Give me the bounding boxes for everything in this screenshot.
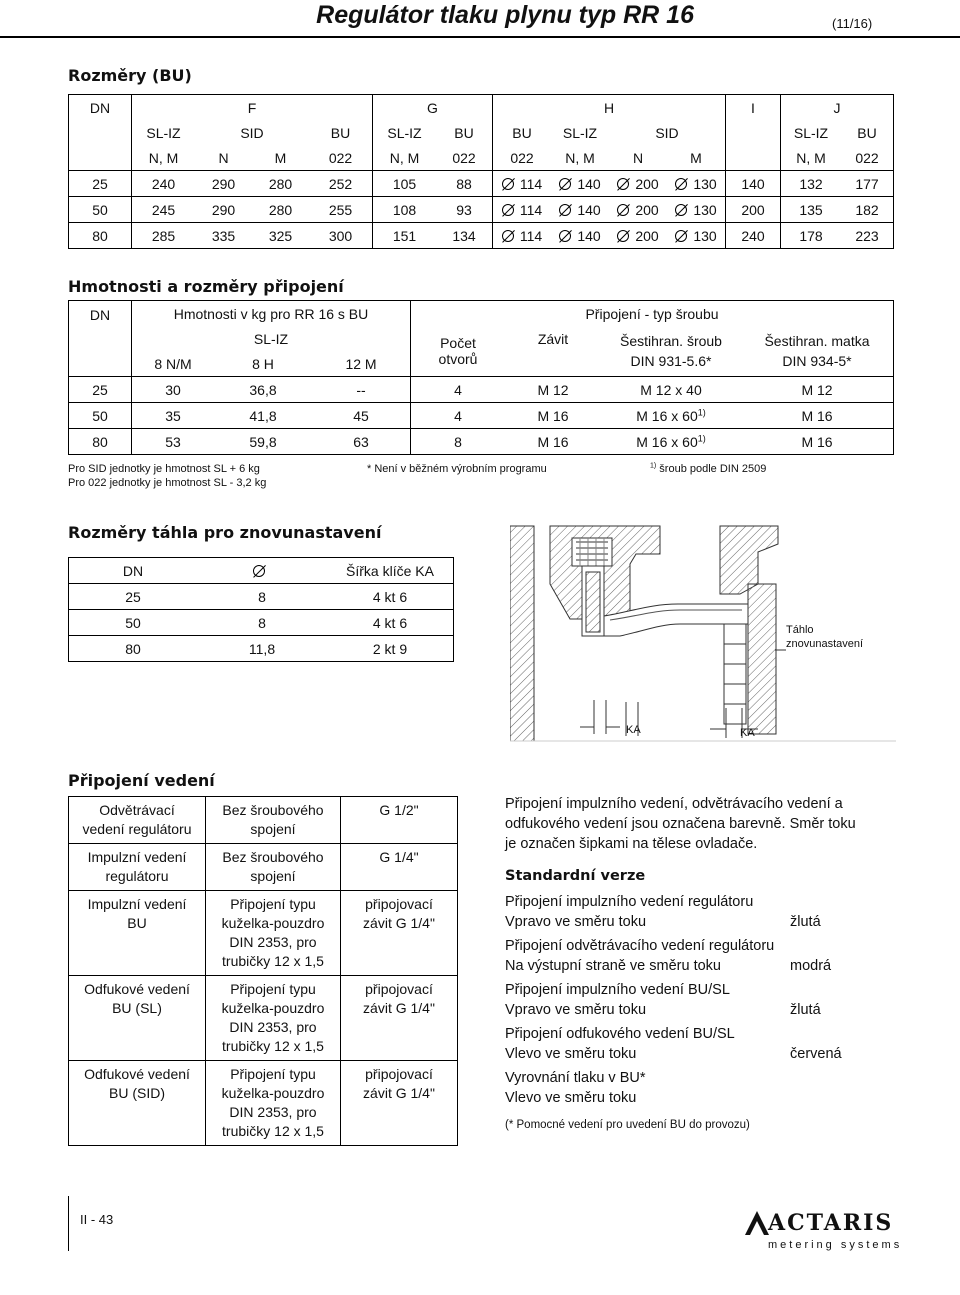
header-cell: N, M bbox=[565, 149, 595, 166]
table-cell bbox=[667, 171, 726, 197]
rod-label-2: znovunastavení bbox=[786, 638, 864, 650]
table-cell: 105 bbox=[392, 175, 417, 192]
table-row: Impulzní vedení BU Připojení typu kuželka-pouzdro DIN 2353, pro trubičky 12 x 1,5 připojovací závit G 1/4" bbox=[69, 891, 458, 976]
table-cell: 300 bbox=[309, 223, 373, 249]
header-cell: N, M bbox=[148, 149, 179, 166]
table-header-row bbox=[69, 326, 894, 351]
header-rule bbox=[0, 36, 960, 38]
table-cell: 134 bbox=[436, 223, 493, 249]
table-cell: 50 bbox=[69, 197, 132, 223]
diameter-icon bbox=[502, 204, 514, 216]
header-cell: Závit bbox=[537, 331, 569, 347]
table-cell: M 12 x 40 bbox=[640, 381, 702, 398]
header-cell: 022 bbox=[436, 145, 493, 171]
header-cell: DN bbox=[69, 95, 132, 121]
header-cell: SL-IZ bbox=[146, 124, 181, 141]
table-cell bbox=[609, 197, 667, 223]
table-row: 80 11,8 2 kt 9 bbox=[125, 640, 408, 657]
reset-rod-drawing bbox=[510, 524, 896, 744]
section-heading-weights: Hmotnosti a rozměry připojení bbox=[68, 277, 344, 296]
cell-value: 200 bbox=[635, 227, 659, 244]
table-row bbox=[69, 171, 894, 197]
header-cell: BU bbox=[436, 120, 493, 145]
header-cell bbox=[197, 558, 327, 584]
table-cell: 285 bbox=[151, 227, 176, 244]
table-cell: 36,8 bbox=[249, 381, 277, 398]
standard-heading: Standardní verze bbox=[505, 868, 646, 884]
dimensions-table bbox=[68, 94, 894, 249]
table-cell: 80 bbox=[69, 429, 132, 455]
cell-value: 130 bbox=[693, 227, 717, 244]
diameter-icon bbox=[675, 230, 687, 242]
table-cell: 4 bbox=[454, 381, 462, 398]
connections-table bbox=[68, 796, 458, 1146]
header-cell: F bbox=[132, 95, 373, 121]
table-cell: 93 bbox=[436, 197, 493, 223]
table-cell: M 16 bbox=[801, 433, 833, 450]
header-cell: 12 M bbox=[312, 351, 411, 377]
table-cell: 132 bbox=[799, 175, 823, 192]
diameter-icon bbox=[675, 204, 687, 216]
header-cell: N, M bbox=[796, 149, 826, 166]
weights-table bbox=[68, 300, 894, 455]
table-cell: 335 bbox=[211, 227, 236, 244]
header-cell: SID bbox=[240, 124, 264, 141]
diameter-icon bbox=[559, 178, 571, 190]
cell-value: 200 bbox=[635, 175, 659, 192]
header-cell: 8 N/M bbox=[154, 355, 192, 372]
table-cell: 35 bbox=[165, 407, 181, 424]
section-heading-connections: Připojení vedení bbox=[68, 771, 215, 790]
table-row bbox=[69, 403, 894, 429]
header-cell: SID bbox=[609, 120, 726, 145]
table-row: Impulzní vedení regulátoru Bez šroubového spojení G 1/4" bbox=[69, 844, 458, 891]
note-bolt: $^{1)}$ šroub podle DIN 2509 bbox=[650, 462, 767, 475]
table-cell: 151 bbox=[392, 227, 417, 244]
table-header-row bbox=[69, 95, 894, 121]
header-cell: H bbox=[493, 95, 726, 121]
diameter-icon bbox=[559, 204, 571, 216]
table-cell bbox=[493, 171, 552, 197]
table-cell: 182 bbox=[855, 201, 879, 218]
footer-rule bbox=[68, 1196, 69, 1251]
header-cell: Šestihran. šroub DIN 931-5.6* bbox=[620, 333, 722, 369]
table-cell bbox=[609, 223, 667, 249]
header-cell: 022 bbox=[510, 149, 534, 166]
header-cell: 022 bbox=[855, 149, 879, 166]
cell-value: 130 bbox=[693, 175, 717, 192]
diameter-icon bbox=[559, 230, 571, 242]
table-cell: 290 bbox=[211, 201, 236, 218]
header-cell: Šestihran. matka DIN 934-5* bbox=[764, 333, 870, 369]
footer-page-number: II - 43 bbox=[80, 1212, 114, 1227]
header-cell: I bbox=[726, 95, 781, 121]
header-cell: SL-IZ bbox=[562, 124, 598, 141]
header-cell: N bbox=[218, 149, 229, 166]
table-cell: 30 bbox=[165, 381, 181, 398]
header-cell: G bbox=[373, 95, 493, 121]
cell-value: 200 bbox=[635, 201, 659, 218]
table-cell bbox=[667, 223, 726, 249]
table-row bbox=[69, 197, 894, 223]
table-cell: 240 bbox=[151, 175, 176, 192]
diameter-icon bbox=[253, 565, 265, 577]
cell-value: 130 bbox=[693, 201, 717, 218]
table-row: 50 8 4 kt 6 bbox=[69, 610, 454, 636]
header-cell: BU bbox=[857, 124, 877, 141]
header-cell: BU bbox=[309, 120, 373, 145]
table-cell: M 16 x 60$^{1)}$ bbox=[636, 406, 706, 424]
header-cell: SL-IZ bbox=[387, 124, 422, 141]
table-cell: M 16 x 60$^{1)}$ bbox=[636, 432, 706, 450]
table-cell: 255 bbox=[309, 197, 373, 223]
ka-label-right: KA bbox=[740, 727, 755, 739]
table-cell: 280 bbox=[268, 175, 293, 192]
table-cell: 45 bbox=[312, 403, 411, 429]
table-cell: 280 bbox=[268, 201, 293, 218]
table-cell: 240 bbox=[726, 223, 781, 249]
table-cell: 4 bbox=[454, 407, 462, 424]
rod-label: Táhlo bbox=[786, 624, 814, 636]
list-item: Připojení impulzního vedení BU/SL Vpravo ve směru toku žlutá bbox=[505, 982, 821, 1018]
table-cell: -- bbox=[312, 377, 411, 403]
cell-value: 114 bbox=[519, 227, 543, 244]
table-cell: 252 bbox=[309, 171, 373, 197]
header-cell: Připojení - typ šroubu bbox=[585, 305, 719, 322]
diameter-icon bbox=[502, 178, 514, 190]
intro-text: Připojení impulzního vedení, odvětrávacího vedení a odfukového vedení jsou označena barevně. Směr toku je označen šipkami na tělese ovladače. bbox=[505, 796, 856, 852]
table-cell: 25 bbox=[69, 171, 132, 197]
section-heading-dimensions: Rozměry (BU) bbox=[68, 66, 192, 85]
header-cell: BU bbox=[512, 124, 532, 141]
table-header-row bbox=[69, 145, 894, 171]
cell-value: 114 bbox=[519, 175, 543, 192]
page-counter: (11/16) bbox=[832, 16, 873, 31]
table-header-row bbox=[69, 301, 894, 327]
header-cell: M bbox=[667, 145, 726, 171]
header-cell: DN bbox=[69, 558, 198, 584]
table-cell: 41,8 bbox=[249, 407, 277, 424]
table-cell: 88 bbox=[436, 171, 493, 197]
section-heading-rod: Rozměry táhla pro znovunastavení bbox=[68, 523, 382, 542]
header-cell: Počet otvorů bbox=[438, 335, 478, 367]
diameter-icon bbox=[502, 230, 514, 242]
table-cell: 53 bbox=[165, 433, 181, 450]
table-cell: 25 bbox=[69, 377, 132, 403]
table-cell: 80 bbox=[69, 223, 132, 249]
table-row bbox=[69, 223, 894, 249]
table-cell: M 12 bbox=[537, 381, 569, 398]
actaris-logo-icon bbox=[744, 1210, 770, 1236]
header-cell: SL-IZ bbox=[793, 124, 829, 141]
diameter-icon bbox=[617, 230, 629, 242]
table-header-row bbox=[69, 558, 454, 584]
table-row: Odfukové vedení BU (SL) Připojení typu kuželka-pouzdro DIN 2353, pro trubičky 12 x 1,5 připojovací závit G 1/4" bbox=[69, 976, 458, 1061]
note-sid: Pro SID jednotky je hmotnost SL + 6 kg bbox=[68, 463, 260, 475]
table-cell bbox=[493, 197, 552, 223]
table-cell: 290 bbox=[211, 175, 236, 192]
header-cell: J bbox=[833, 99, 841, 116]
table-cell: 135 bbox=[799, 201, 823, 218]
table-cell: M 16 bbox=[537, 407, 569, 424]
table-cell: 245 bbox=[151, 201, 176, 218]
cell-value: 140 bbox=[577, 175, 601, 192]
list-item: Připojení odvětrávacího vedení regulátoru Na výstupní straně ve směru toku modrá bbox=[505, 938, 832, 974]
header-cell: 8 H bbox=[252, 355, 274, 372]
table-cell: M 16 bbox=[537, 433, 569, 450]
header-cell: N bbox=[632, 149, 644, 166]
table-cell bbox=[551, 171, 609, 197]
table-cell: 200 bbox=[726, 197, 781, 223]
table-header-row bbox=[69, 120, 894, 145]
table-cell: 223 bbox=[855, 227, 879, 244]
list-item: Připojení impulzního vedení regulátoru Vpravo ve směru toku žlutá bbox=[505, 894, 821, 930]
header-cell: Šířka klíče KA bbox=[327, 558, 454, 584]
diameter-icon bbox=[617, 204, 629, 216]
list-item: Vyrovnání tlaku v BU* Vlevo ve směru toku bbox=[505, 1070, 646, 1106]
ka-label-left: KA bbox=[626, 724, 641, 736]
table-cell bbox=[609, 171, 667, 197]
table-cell bbox=[667, 197, 726, 223]
rod-table bbox=[68, 557, 454, 662]
table-row: Odfukové vedení BU (SID) Připojení typu kuželka-pouzdro DIN 2353, pro trubičky 12 x 1,5 připojovací závit G 1/4" bbox=[69, 1061, 458, 1146]
cell-value: 140 bbox=[577, 227, 601, 244]
header-cell: SL-IZ bbox=[132, 326, 411, 351]
table-row bbox=[69, 377, 894, 403]
table-cell: M 16 bbox=[801, 407, 833, 424]
table-cell bbox=[551, 197, 609, 223]
standard-list bbox=[505, 892, 905, 1112]
diameter-icon bbox=[617, 178, 629, 190]
table-row: 25 8 4 kt 6 bbox=[69, 584, 454, 610]
cell-value: 140 bbox=[577, 201, 601, 218]
table-row bbox=[69, 429, 894, 455]
table-cell: M 12 bbox=[801, 381, 833, 398]
footnote: (* Pomocné vedení pro uvedení BU do provozu) bbox=[505, 1119, 750, 1131]
header-cell: 022 bbox=[309, 145, 373, 171]
table-cell: 8 bbox=[454, 433, 462, 450]
header-cell: DN bbox=[69, 301, 132, 377]
table-cell: 140 bbox=[726, 171, 781, 197]
header-cell: M bbox=[274, 149, 287, 166]
page-title: Regulátor tlaku plynu typ RR 16 bbox=[316, 1, 694, 29]
table-cell: 178 bbox=[799, 227, 823, 244]
table-cell bbox=[493, 223, 552, 249]
diameter-icon bbox=[675, 178, 687, 190]
table-cell: 177 bbox=[855, 175, 879, 192]
table-row: Odvětrávací vedení regulátoru Bez šroubového spojení G 1/2" bbox=[69, 797, 458, 844]
cell-value: 114 bbox=[519, 201, 543, 218]
table-cell: 325 bbox=[268, 227, 293, 244]
list-item: Připojení odfukového vedení BU/SL Vlevo ve směru toku červená bbox=[505, 1026, 842, 1062]
table-cell: 108 bbox=[392, 201, 417, 218]
header-cell: Hmotnosti v kg pro RR 16 s BU bbox=[132, 301, 411, 327]
note-asterisk: * Není v běžném výrobním programu bbox=[367, 463, 547, 475]
table-cell: 50 bbox=[69, 403, 132, 429]
table-cell bbox=[551, 223, 609, 249]
table-cell: 63 bbox=[312, 429, 411, 455]
note-022: Pro 022 jednotky je hmotnost SL - 3,2 kg bbox=[68, 477, 267, 489]
header-cell: N, M bbox=[389, 149, 420, 166]
table-cell: 59,8 bbox=[249, 433, 277, 450]
